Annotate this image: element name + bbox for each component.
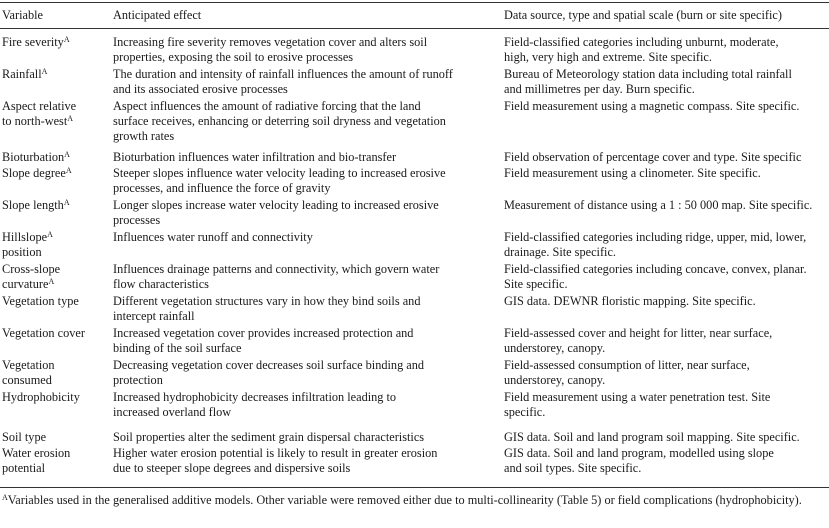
source-line: Measurement of distance using a 1 : 50 000 map. Site specific.: [504, 198, 813, 212]
source-line: Site specific.: [504, 277, 568, 291]
effect-line: intercept rainfall: [113, 309, 195, 323]
header-rule: [0, 28, 829, 29]
source-line: GIS data. Soil and land program, modelled using slope: [504, 446, 774, 460]
source-line: understorey, canopy.: [504, 373, 606, 387]
variable-text: consumed: [2, 373, 52, 387]
effect-line: Increased vegetation cover provides increased protection and: [113, 326, 414, 340]
variable-line: [2, 277, 54, 292]
effect-line: Higher water erosion potential is likely to result in greater erosion: [113, 446, 438, 460]
source-line: GIS data. Soil and land program soil mapping. Site specific.: [504, 430, 800, 444]
variable-text: Aspect relative: [2, 99, 77, 113]
variable-line: [2, 67, 47, 82]
effect-line: Bioturbation influences water infiltration and bio-transfer: [113, 150, 397, 164]
variable-footnote-marker: A: [63, 198, 70, 207]
table-footnote: [2, 493, 828, 508]
effect-line: and its associated erosive processes: [113, 82, 288, 96]
variable-text: curvature: [2, 277, 49, 291]
footnote-text: Variables used in the generalised additive models. Other variable were removed either due to multi-collinearity (Table 5) or field complications (hydrophobicity).: [7, 493, 802, 507]
variable-footnote-marker: A: [67, 114, 74, 123]
source-line: GIS data. DEWNR floristic mapping. Site specific.: [504, 294, 756, 308]
effect-line: properties, exposing the soil to erosive processes: [113, 50, 354, 64]
effect-line: Increasing fire severity removes vegetation cover and alters soil: [113, 35, 428, 49]
source-line: Field measurement using a magnetic compass. Site specific.: [504, 99, 800, 113]
effect-line: surface receives, enhancing or deterring soil dryness and vegetation: [113, 114, 446, 128]
effect-line: protection: [113, 373, 163, 387]
variable-footnote-marker: A: [63, 35, 70, 44]
effect-line: growth rates: [113, 129, 175, 143]
source-line: Field observation of percentage cover and type. Site specific: [504, 150, 802, 164]
effect-line: Influences water runoff and connectivity: [113, 230, 313, 244]
source-line: specific.: [504, 405, 546, 419]
variable-line: [2, 166, 72, 181]
variable-line: [2, 35, 70, 50]
variable-text: Water erosion: [2, 446, 71, 460]
effect-line: Different vegetation structures vary in how they bind soils and: [113, 294, 421, 308]
effect-line: Increased hydrophobicity decreases infiltration leading to: [113, 390, 397, 404]
variable-text: Fire severity: [2, 35, 64, 49]
effect-line: Steeper slopes influence water velocity leading to increased erosive: [113, 166, 446, 180]
effect-line: Aspect influences the amount of radiative forcing that the land: [113, 99, 421, 113]
source-line: drainage. Site specific.: [504, 245, 616, 259]
variable-line: [2, 373, 52, 388]
variable-footnote-marker: A: [47, 230, 53, 239]
source-line: Field-classified categories including concave, convex, planar.: [504, 262, 807, 276]
effect-line: binding of the soil surface: [113, 341, 242, 355]
source-line: understorey, canopy.: [504, 341, 606, 355]
effect-line: processes: [113, 213, 161, 227]
variable-line: [2, 198, 70, 213]
variable-text: Cross-slope: [2, 262, 61, 276]
effect-line: due to steeper slope degrees and dispersive soils: [113, 461, 351, 475]
source-line: Field measurement using a water penetration test. Site: [504, 390, 771, 404]
variable-line: [2, 430, 46, 445]
source-line: Bureau of Meteorology station data including total rainfall: [504, 67, 792, 81]
variable-text: Slope degree: [2, 166, 66, 180]
effect-line: Longer slopes increase water velocity leading to increased erosive: [113, 198, 439, 212]
source-line: Field measurement using a clinometer. Site specific.: [504, 166, 761, 180]
source-line: and millimetres per day. Burn specific.: [504, 82, 695, 96]
variable-line: [2, 390, 80, 405]
variable-line: [2, 446, 70, 461]
variable-line: [2, 294, 79, 309]
variable-line: [2, 461, 45, 476]
source-line: Field-classified categories including unburnt, moderate,: [504, 35, 779, 49]
header-variable: Variable: [2, 8, 43, 22]
source-line: Field-assessed cover and height for litter, near surface,: [504, 326, 773, 340]
footnote-marker: A: [2, 493, 8, 502]
variable-line: [2, 326, 85, 341]
source-line: Field-classified categories including ridge, upper, mid, lower,: [504, 230, 807, 244]
variable-text: to north-west: [2, 114, 68, 128]
variable-footnote-marker: A: [48, 277, 55, 286]
header-anticipated-effect: Anticipated effect: [113, 8, 202, 22]
variable-text: Vegetation type: [2, 294, 79, 308]
effect-line: flow characteristics: [113, 277, 209, 291]
table-top-rule: [0, 2, 829, 3]
variable-text: Vegetation: [2, 358, 55, 372]
variable-text: potential: [2, 461, 46, 475]
variable-text: Soil type: [2, 430, 47, 444]
source-line: Field-assessed consumption of litter, near surface,: [504, 358, 750, 372]
variable-text: Rainfall: [2, 67, 42, 81]
variable-text: Hydrophobicity: [2, 390, 80, 404]
variable-line: [2, 262, 60, 277]
variable-text: Vegetation cover: [2, 326, 85, 340]
variable-text: Slope length: [2, 198, 64, 212]
effect-line: The duration and intensity of rainfall influences the amount of runoff: [113, 67, 453, 81]
variable-line: [2, 114, 73, 129]
variable-line: [2, 230, 53, 245]
effect-line: processes, and influence the force of gravity: [113, 181, 331, 195]
table-bottom-rule: [0, 487, 829, 488]
variable-text: position: [2, 245, 42, 259]
variable-text: Hillslope: [2, 230, 48, 244]
variable-line: [2, 150, 70, 165]
header-data-source: Data source, type and spatial scale (burn or site specific): [504, 8, 782, 22]
effect-line: Decreasing vegetation cover decreases soil surface binding and: [113, 358, 425, 372]
effect-line: Influences drainage patterns and connectivity, which govern water: [113, 262, 440, 276]
variable-footnote-marker: A: [64, 150, 70, 159]
variable-footnote-marker: A: [41, 67, 48, 76]
source-line: and soil types. Site specific.: [504, 461, 642, 475]
variable-line: [2, 358, 55, 373]
variable-line: [2, 245, 42, 260]
source-line: high, very high and extreme. Site specific.: [504, 50, 712, 64]
effect-line: Soil properties alter the sediment grain dispersal characteristics: [113, 430, 425, 444]
variable-footnote-marker: A: [65, 166, 72, 175]
variable-text: Bioturbation: [2, 150, 65, 164]
variable-line: [2, 99, 76, 114]
effect-line: increased overland flow: [113, 405, 232, 419]
